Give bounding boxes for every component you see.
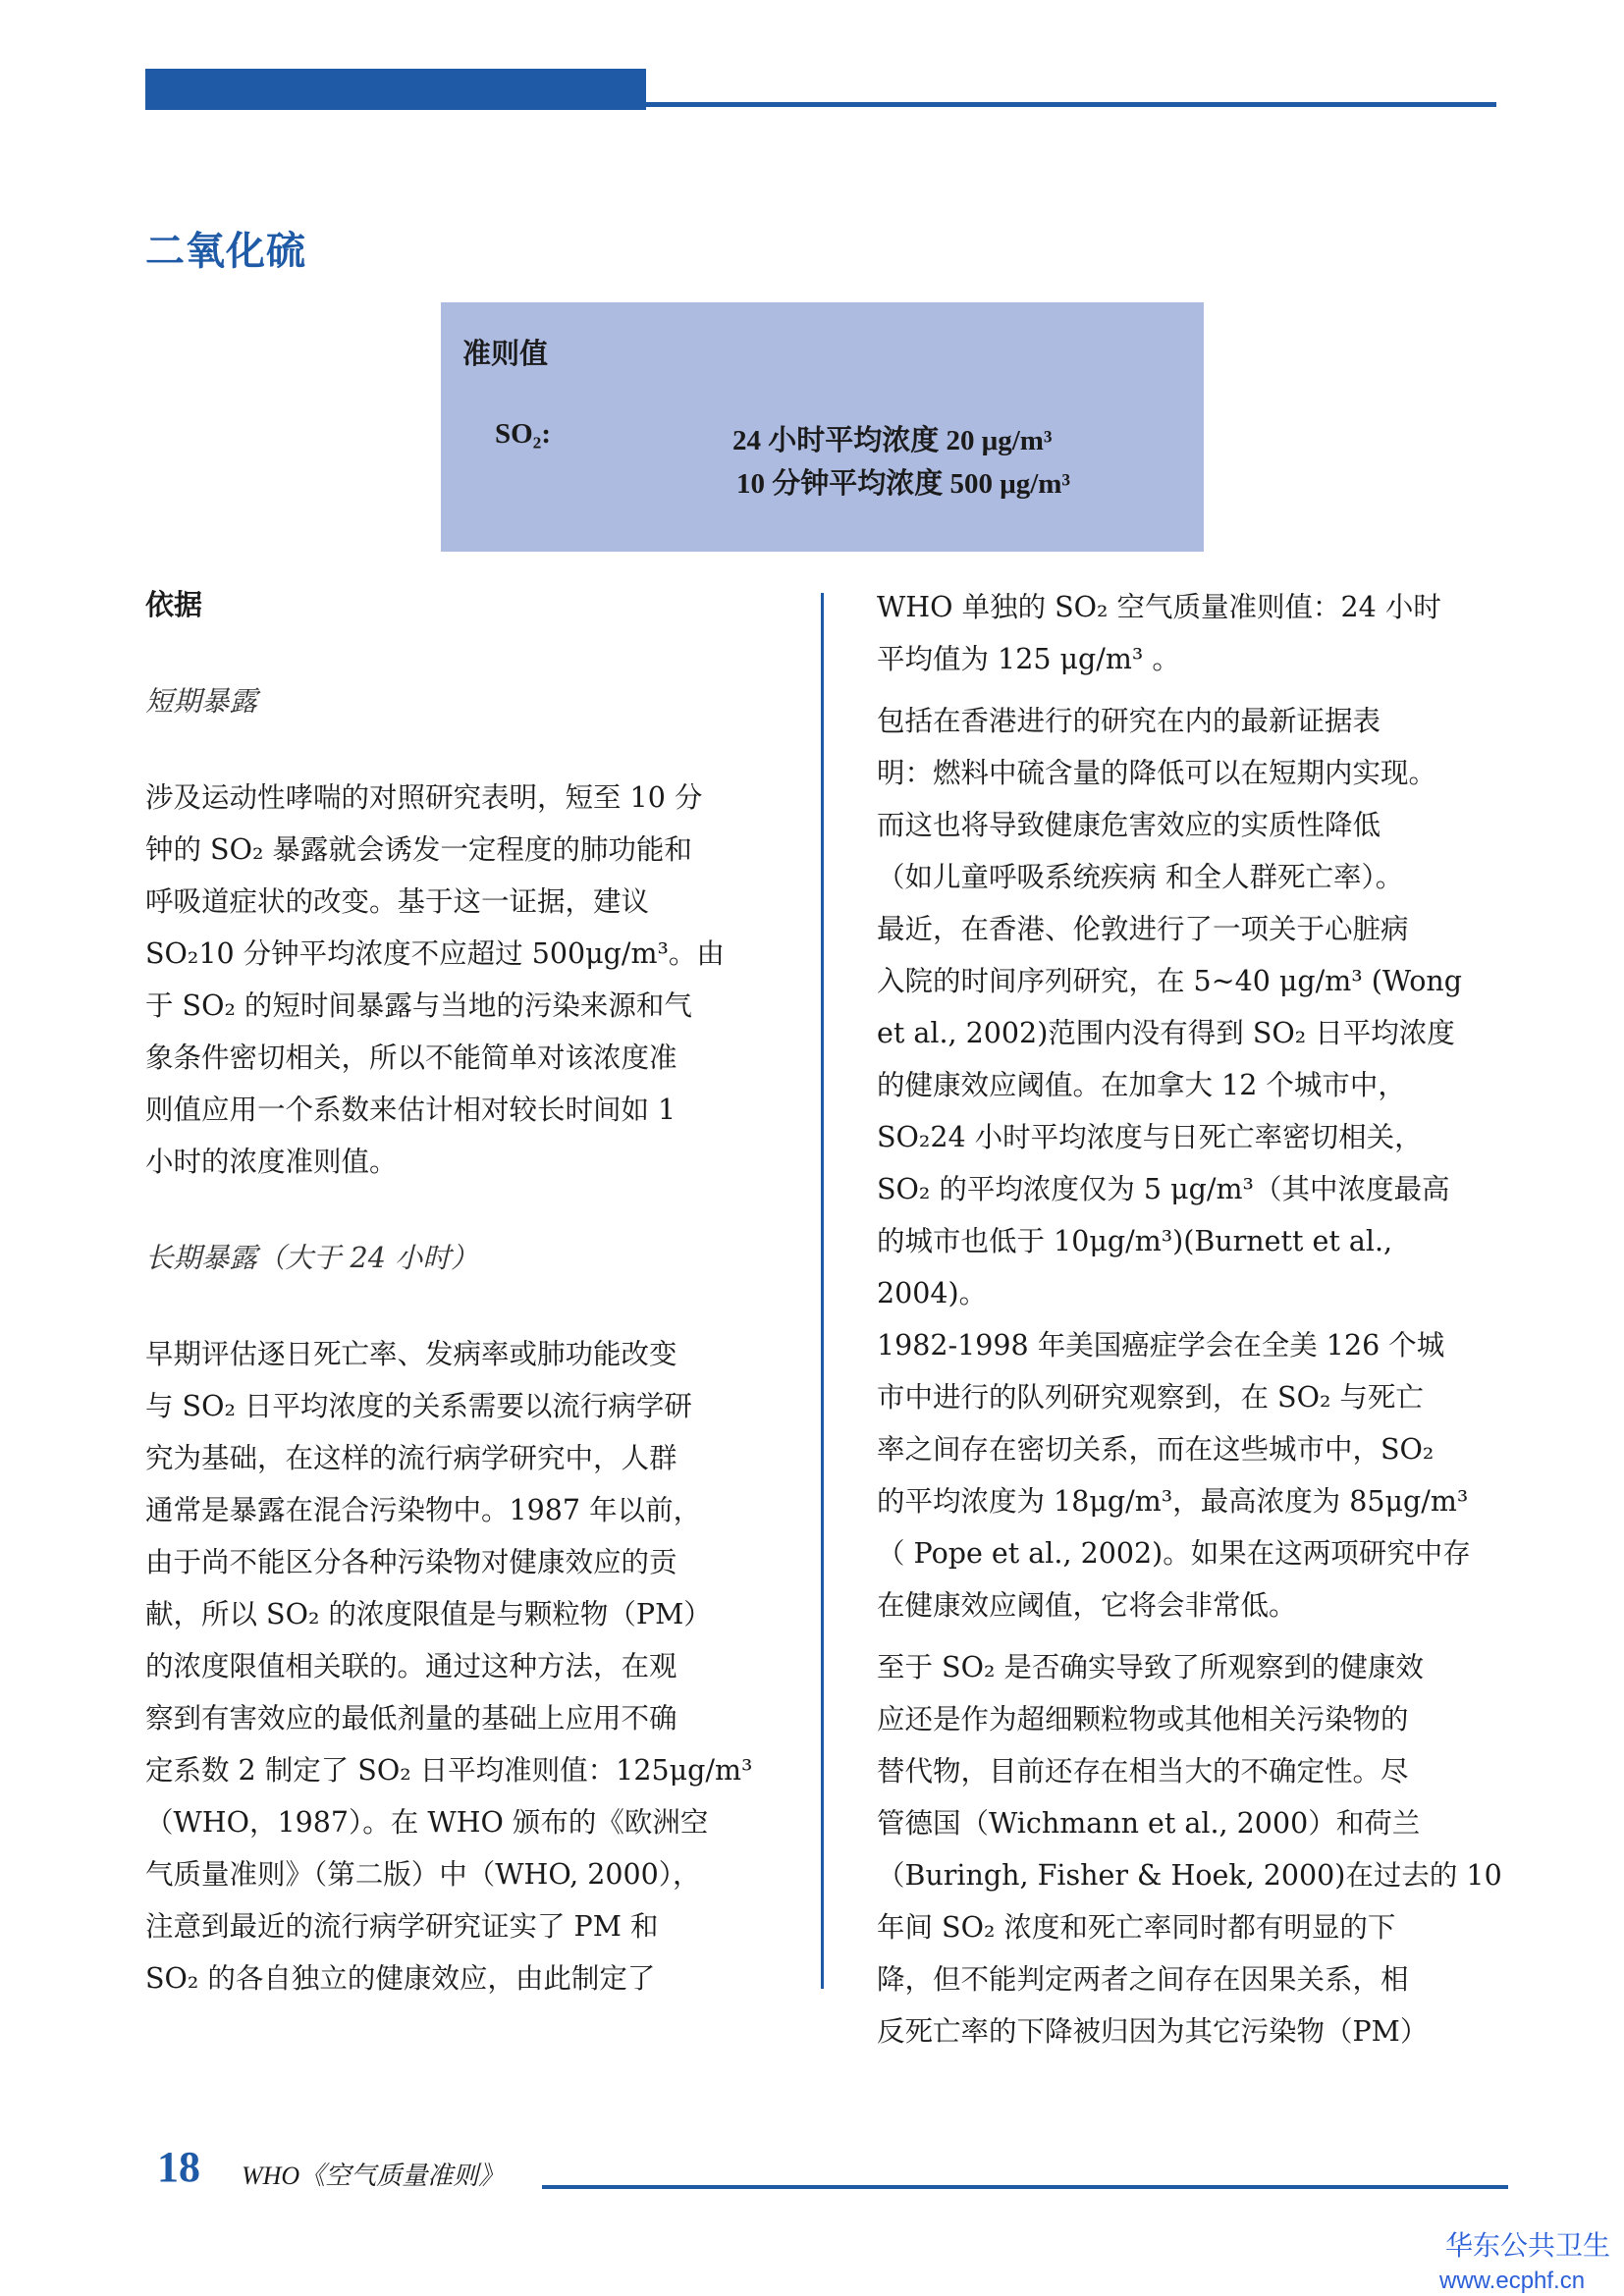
text-line: 察到有害效应的最低剂量的基础上应用不确	[145, 1702, 677, 1735]
text-line: 气质量准则》（第二版）中（WHO, 2000），	[145, 1858, 701, 1891]
text-line: 包括在香港进行的研究在内的最新证据表	[877, 705, 1381, 737]
text-line: 明：燃料中硫含量的降低可以在短期内实现。	[877, 757, 1437, 789]
guideline-heading: 准则值	[462, 337, 549, 370]
text-line: 涉及运动性哮喘的对照研究表明，短至 10 分	[145, 781, 703, 814]
watermark-name: 华东公共卫生	[1445, 2229, 1611, 2262]
footer-title: WHO《空气质量准则》	[242, 2162, 505, 2190]
watermark-url[interactable]: www.ecphf.cn	[1439, 2268, 1586, 2294]
text-line: （WHO，1987）。在 WHO 颁布的《欧洲空	[145, 1806, 709, 1839]
text-line: （Buringh, Fisher & Hoek, 2000)在过去的 10	[877, 1859, 1502, 1892]
short-term-subheading: 短期暴露	[145, 685, 258, 718]
text-line: 率之间存在密切关系，而在这些城市中，SO₂	[877, 1433, 1435, 1466]
text-line: 早期评估逐日死亡率、发病率或肺功能改变	[145, 1338, 677, 1370]
basis-heading: 依据	[145, 588, 203, 621]
short-term-paragraph	[145, 772, 784, 1188]
guideline-box	[441, 302, 1204, 552]
text-line: 年间 SO₂ 浓度和死亡率同时都有明显的下	[877, 1911, 1396, 1944]
text-line: 与 SO₂ 日平均浓度的关系需要以流行病学研	[145, 1390, 692, 1422]
text-line: 替代物，目前还存在相当大的不确定性。尽	[877, 1755, 1409, 1788]
text-line: 的城市也低于 10μg/m³)(Burnett et al., 2004)。	[877, 1225, 1393, 1309]
pollutant-label: SO₂:	[495, 418, 552, 450]
text-line: SO₂24 小时平均浓度与日死亡率密切相关，	[877, 1121, 1423, 1153]
text-line: 注意到最近的流行病学研究证实了 PM 和	[145, 1910, 659, 1943]
text-line: SO₂10 分钟平均浓度不应超过 500μg/m³。由	[145, 937, 725, 970]
guideline-value-24h: 24 小时平均浓度 20 μg/m³	[732, 425, 1053, 456]
text-line: 象条件密切相关，所以不能简单对该浓度准	[145, 1041, 677, 1074]
right-paragraph-1	[877, 581, 1505, 685]
page-number: 18	[157, 2143, 200, 2191]
text-line: 降，但不能判定两者之间存在因果关系，相	[877, 1963, 1409, 1996]
text-line: SO₂ 的各自独立的健康效应，由此制定了	[145, 1962, 656, 1995]
long-term-paragraph	[145, 1328, 784, 2004]
text-line: （如儿童呼吸系统疾病 和全人群死亡率）。	[877, 861, 1404, 893]
text-line: 入院的时间序列研究，在 5~40 μg/m³ (Wong	[877, 965, 1463, 997]
text-line: SO₂ 的平均浓度仅为 5 μg/m³（其中浓度最高	[877, 1173, 1450, 1205]
text-line: 而这也将导致健康危害效应的实质性降低	[877, 809, 1381, 841]
column-divider	[821, 593, 824, 1989]
text-line: 由于尚不能区分各种污染物对健康效应的贡	[145, 1546, 677, 1578]
text-line: 至于 SO₂ 是否确实导致了所观察到的健康效	[877, 1651, 1424, 1683]
text-line: 钟的 SO₂ 暴露就会诱发一定程度的肺功能和	[145, 833, 692, 866]
text-line: 反死亡率的下降被归因为其它污染物（PM）	[877, 2015, 1429, 2048]
right-paragraph-2	[877, 695, 1505, 1631]
text-line: 于 SO₂ 的短时间暴露与当地的污染来源和气	[145, 989, 692, 1022]
text-line: 则值应用一个系数来估计相对较长时间如 1	[145, 1094, 677, 1126]
text-line: 应还是作为超细颗粒物或其他相关污染物的	[877, 1703, 1409, 1735]
guideline-value-10min: 10 分钟平均浓度 500 μg/m³	[736, 468, 1071, 500]
text-line: 平均值为 125 μg/m³ 。	[877, 643, 1180, 675]
text-line: WHO 单独的 SO₂ 空气质量准则值：24 小时	[877, 591, 1441, 623]
text-line: et al., 2002)范围内没有得到 SO₂ 日平均浓度	[877, 1017, 1455, 1049]
right-column	[877, 581, 1505, 2057]
text-line: 的浓度限值相关联的。通过这种方法，在观	[145, 1650, 677, 1682]
right-paragraph-3	[877, 1641, 1505, 2057]
text-line: 市中进行的队列研究观察到，在 SO₂ 与死亡	[877, 1381, 1424, 1414]
text-line: 的健康效应阈值。在加拿大 12 个城市中，	[877, 1069, 1406, 1101]
text-line: （ Pope et al., 2002)。如果在这两项研究中存	[877, 1537, 1471, 1570]
text-line: 定系数 2 制定了 SO₂ 日平均准则值：125μg/m³	[145, 1754, 753, 1787]
left-column	[145, 579, 784, 2004]
text-line: 管德国（Wichmann et al., 2000）和荷兰	[877, 1807, 1421, 1840]
text-line: 小时的浓度准则值。	[145, 1146, 398, 1178]
text-line: 的平均浓度为 18μg/m³，最高浓度为 85μg/m³	[877, 1485, 1469, 1518]
long-term-subheading: 长期暴露（大于 24 小时）	[145, 1242, 479, 1274]
text-line: 献，所以 SO₂ 的浓度限值是与颗粒物（PM）	[145, 1598, 712, 1630]
section-title: 二氧化硫	[145, 229, 306, 274]
text-line: 通常是暴露在混合污染物中。1987 年以前，	[145, 1494, 702, 1526]
text-line: 究为基础，在这样的流行病学研究中，人群	[145, 1442, 677, 1474]
text-line: 呼吸道症状的改变。基于这一证据，建议	[145, 885, 650, 918]
text-line: 1982-1998 年美国癌症学会在全美 126 个城	[877, 1329, 1445, 1362]
footer-rule	[542, 2185, 1508, 2189]
text-line: 在健康效应阈值，它将会非常低。	[877, 1589, 1297, 1622]
text-line: 最近，在香港、伦敦进行了一项关于心脏病	[877, 913, 1409, 945]
header-rule	[145, 102, 1496, 107]
